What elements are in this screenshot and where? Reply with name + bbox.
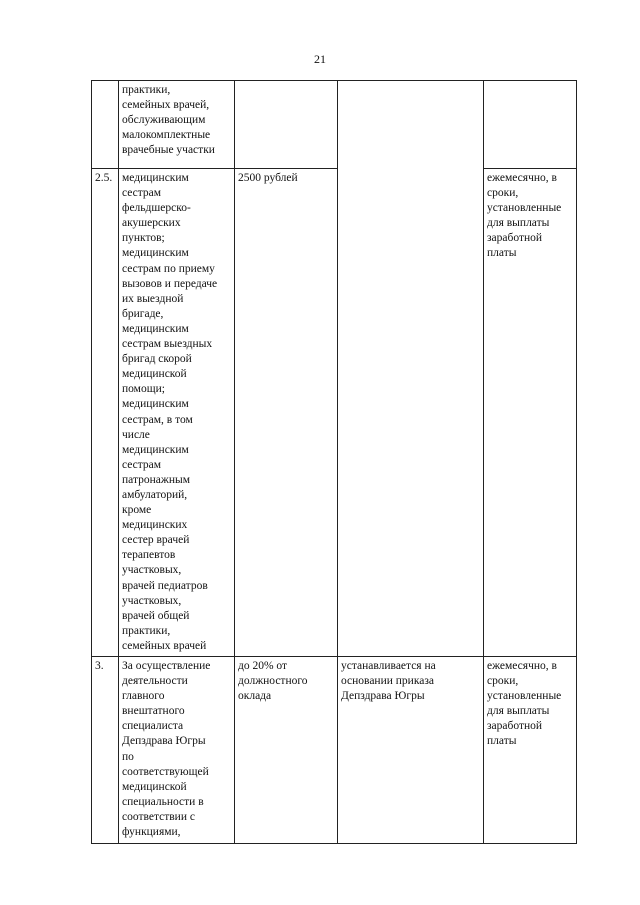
page-number: 21 <box>314 52 326 66</box>
amount-cell: 2500 рублей <box>235 169 338 657</box>
payment-cell: ежемесячно, в сроки, установленные для выплаты заработной платы <box>484 657 577 844</box>
table-row <box>92 81 577 169</box>
basis-cell <box>338 81 484 657</box>
description-cell: За осуществление деятельности главного внештатного специалиста Депздрава Югры по соответствующей медицинской специальности в соответствии с функциями, <box>119 657 235 844</box>
basis-cell: устанавливается на основании приказа Депздрава Югры <box>338 657 484 844</box>
payments-table <box>91 80 577 844</box>
description-cell: медицинским сестрам фельдшерско- акушерских пунктов; медицинским сестрам по приему вызовов и передаче их выездной бригаде, медицинским сестрам выездных бригад скорой медицинской помощи; медицинским сестрам, в том числе медицинским сестрам патронажным амбулаторий, кроме медицинских сестер врачей терапевтов участковых, врачей педиатров участковых, врачей общей практики, семейных врачей <box>119 169 235 657</box>
row-number-cell: 2.5. <box>92 169 119 657</box>
row-number-cell <box>92 81 119 169</box>
payment-cell: ежемесячно, в сроки, установленные для выплаты заработной платы <box>484 169 577 657</box>
table-row <box>92 657 577 844</box>
description-cell: практики, семейных врачей, обслуживающим малокомплектные врачебные участки <box>119 81 235 169</box>
payment-cell <box>484 81 577 169</box>
table-row <box>92 169 577 657</box>
row-number-cell: 3. <box>92 657 119 844</box>
amount-cell: до 20% от должностного оклада <box>235 657 338 844</box>
amount-cell <box>235 81 338 169</box>
